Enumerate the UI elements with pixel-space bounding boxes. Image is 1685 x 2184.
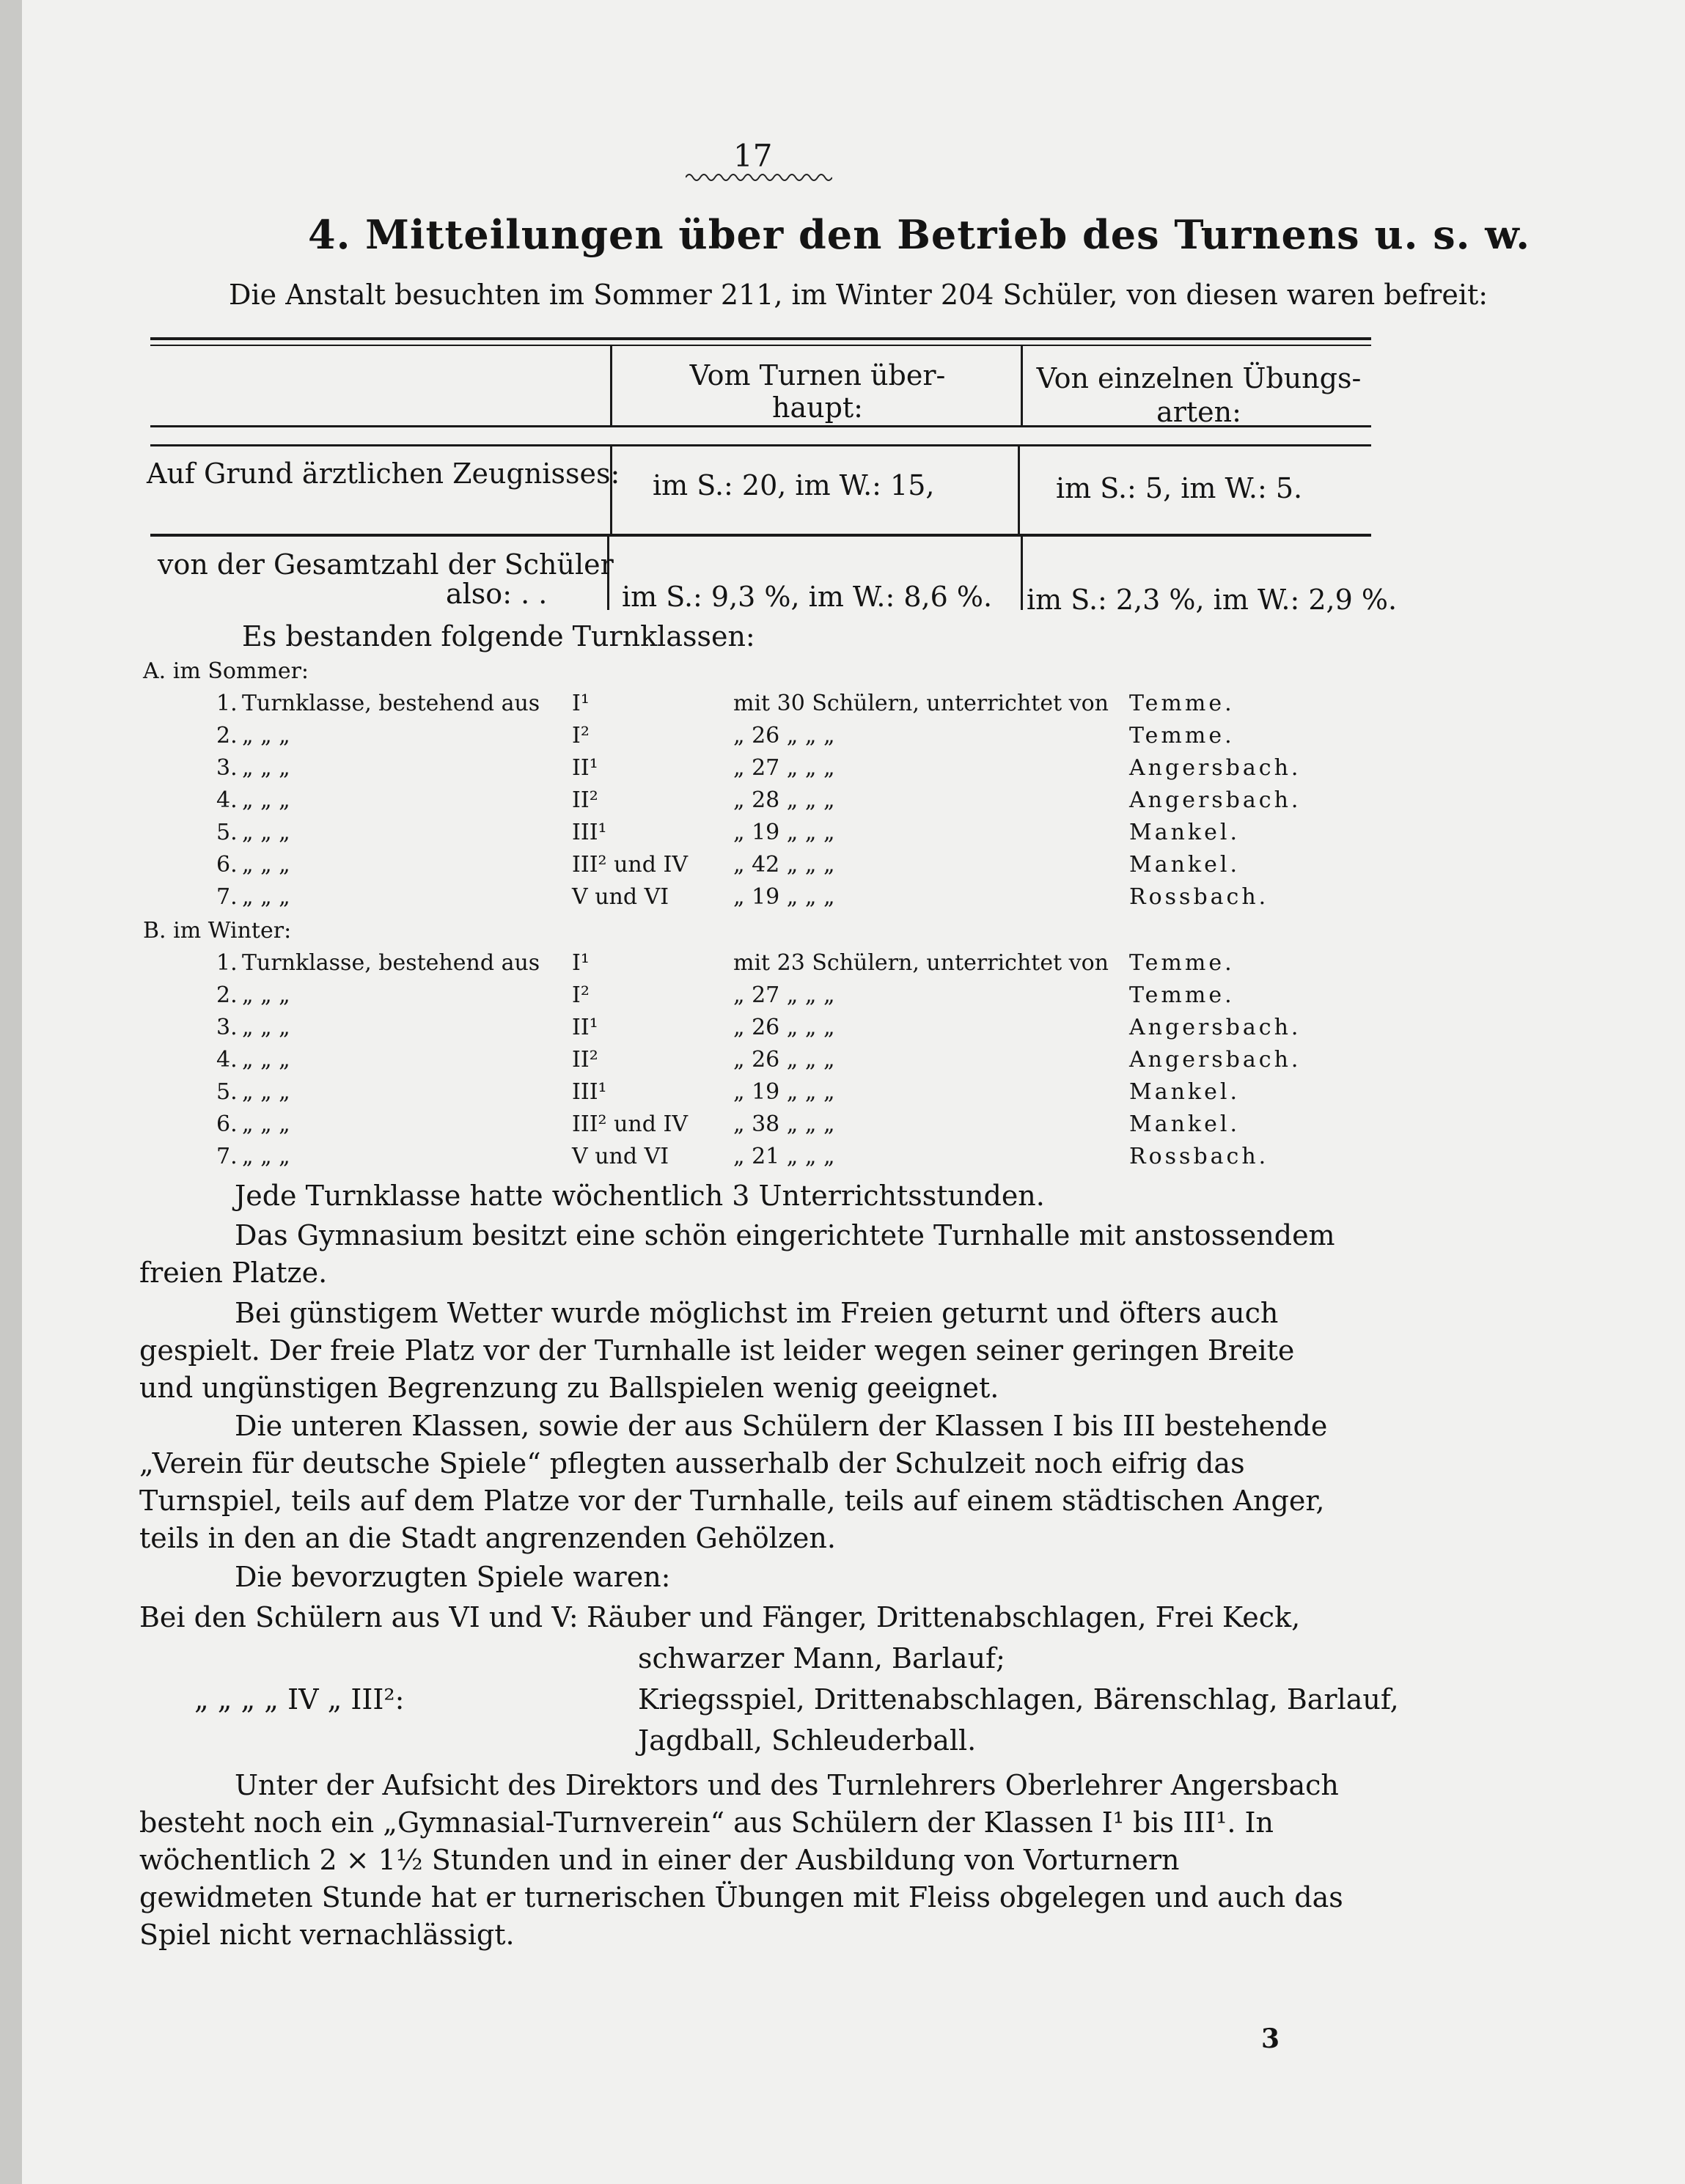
summer-class-count: „ 27 „ „ „ bbox=[733, 755, 835, 781]
summer-class-number: 4. bbox=[216, 787, 238, 813]
paragraph-1: Jede Turnklasse hatte wöchentlich 3 Unterrichtsstunden. bbox=[235, 1180, 1045, 1212]
winter-class-count: „ 26 „ „ „ bbox=[733, 1015, 835, 1040]
summer-class-members: III² und IV bbox=[572, 852, 689, 878]
winter-class-teacher: Rossbach. bbox=[1129, 1144, 1269, 1169]
summer-class-teacher: Temme. bbox=[1129, 723, 1235, 749]
winter-class-number: 7. bbox=[216, 1144, 238, 1169]
row2-col2: im S.: 2,3 %, im W.: 2,9 %. bbox=[1027, 584, 1398, 616]
winter-class-count: „ 27 „ „ „ bbox=[733, 982, 835, 1008]
table-vrule-2-row1 bbox=[1018, 444, 1020, 534]
table-row-rule bbox=[150, 534, 1371, 537]
summer-class-members: V und VI bbox=[572, 884, 669, 910]
summer-class-members: III¹ bbox=[572, 820, 607, 845]
summer-class-description: „ „ „ bbox=[242, 723, 290, 749]
winter-class-description: „ „ „ bbox=[242, 1111, 290, 1137]
summer-class-number: 1. bbox=[216, 691, 238, 716]
col2-header-line1: Von einzelnen Übungs- bbox=[1036, 362, 1362, 394]
winter-class-count: mit 23 Schülern, unterrichtet von bbox=[733, 950, 1109, 976]
paragraph-6: Unter der Aufsicht des Direktors und des Turnlehrers Oberlehrer Angersbach besteht noch ein „Gymnasial-Turnverein“ aus Schülern der Klassen I¹ bis III¹. In wöchentlich 2 × 1½ Stunden und in einer der Ausbildung von Vorturnern gewidmeten Stunde hat er turnerischen Übungen mit Fleiss obgelegen und auch das Spiel nicht vernachlässigt. bbox=[139, 1769, 1343, 1951]
winter-class-count: „ 26 „ „ „ bbox=[733, 1047, 835, 1073]
summer-class-number: 2. bbox=[216, 723, 238, 749]
games-1-line1: Räuber und Fänger, Drittenabschlagen, Frei Keck, bbox=[587, 1601, 1301, 1633]
summer-class-number: 3. bbox=[216, 755, 238, 781]
ornamental-rule bbox=[686, 170, 832, 185]
summer-class-description: „ „ „ bbox=[242, 884, 290, 910]
table-vrule-2-head bbox=[1021, 345, 1023, 427]
winter-class-description: „ „ „ bbox=[242, 1047, 290, 1073]
games-1-label: Bei den Schülern aus VI und V: bbox=[139, 1601, 579, 1633]
table-header-rule-2 bbox=[150, 444, 1371, 446]
summer-class-number: 7. bbox=[216, 884, 238, 910]
summer-class-members: I¹ bbox=[572, 691, 590, 716]
paragraph-3: Bei günstigem Wetter wurde möglichst im Freien geturnt und öfters auch gespielt. Der freie Platz vor der Turnhalle ist leider wegen seiner geringen Breite und ungünstigen Begrenzung zu Ballspielen wenig geeignet. bbox=[139, 1297, 1295, 1404]
winter-class-teacher: Angersbach. bbox=[1129, 1047, 1302, 1073]
table-top-rule-thin bbox=[150, 345, 1371, 346]
games-2-line2: Jagdball, Schleuderball. bbox=[638, 1724, 977, 1757]
page-edge-shadow bbox=[0, 0, 22, 2184]
winter-class-number: 3. bbox=[216, 1015, 238, 1040]
winter-class-count: „ 21 „ „ „ bbox=[733, 1144, 835, 1169]
winter-class-members: I² bbox=[572, 982, 590, 1008]
winter-class-number: 6. bbox=[216, 1111, 238, 1137]
intro-text: Die Anstalt besuchten im Sommer 211, im Winter 204 Schüler, von diesen waren befreit: bbox=[229, 279, 1488, 311]
row2-col1: im S.: 9,3 %, im W.: 8,6 %. bbox=[622, 581, 993, 613]
games-1-line2: schwarzer Mann, Barlauf; bbox=[638, 1642, 1005, 1674]
winter-class-teacher: Mankel. bbox=[1129, 1079, 1240, 1105]
row2-label-line1: von der Gesamtzahl der Schüler bbox=[158, 548, 614, 581]
games-2-label: „ „ „ „ IV „ III²: bbox=[194, 1683, 405, 1716]
winter-class-number: 1. bbox=[216, 950, 238, 976]
winter-class-members: I¹ bbox=[572, 950, 590, 976]
section-heading: 4. Mitteilungen über den Betrieb des Turnens u. s. w. bbox=[308, 211, 1531, 258]
winter-class-teacher: Mankel. bbox=[1129, 1111, 1240, 1137]
paragraph-5: Die bevorzugten Spiele waren: bbox=[235, 1561, 671, 1593]
summer-class-number: 5. bbox=[216, 820, 238, 845]
winter-class-description: „ „ „ bbox=[242, 1079, 290, 1105]
summer-class-number: 6. bbox=[216, 852, 238, 878]
summer-class-teacher: Temme. bbox=[1129, 691, 1235, 716]
summer-class-count: „ 19 „ „ „ bbox=[733, 820, 835, 845]
table-vrule-1-head bbox=[610, 345, 612, 427]
col1-header-line2: haupt: bbox=[771, 391, 863, 424]
summer-class-members: II¹ bbox=[572, 755, 598, 781]
summer-class-teacher: Angersbach. bbox=[1129, 755, 1302, 781]
winter-class-members: III² und IV bbox=[572, 1111, 689, 1137]
winter-class-members: II² bbox=[572, 1047, 598, 1073]
summer-class-description: „ „ „ bbox=[242, 787, 290, 813]
winter-class-members: III¹ bbox=[572, 1079, 607, 1105]
row2-label-line2: also: . . bbox=[446, 578, 548, 610]
summer-class-count: mit 30 Schülern, unterrichtet von bbox=[733, 691, 1109, 716]
summer-class-description: Turnklasse, bestehend aus bbox=[242, 691, 540, 716]
summer-class-teacher: Angersbach. bbox=[1129, 787, 1302, 813]
col2-header-line2: arten: bbox=[1156, 396, 1241, 428]
paragraph-2: Das Gymnasium besitzt eine schön eingerichtete Turnhalle mit anstossendem freien Platze. bbox=[139, 1219, 1335, 1289]
summer-class-members: I² bbox=[572, 723, 590, 749]
row1-label: Auf Grund ärztlichen Zeugnisses: bbox=[147, 457, 620, 490]
winter-class-members: II¹ bbox=[572, 1015, 598, 1040]
summer-heading: A. im Sommer: bbox=[143, 658, 309, 684]
summer-class-members: II² bbox=[572, 787, 598, 813]
winter-class-members: V und VI bbox=[572, 1144, 669, 1169]
summer-class-count: „ 28 „ „ „ bbox=[733, 787, 835, 813]
summer-class-teacher: Mankel. bbox=[1129, 820, 1240, 845]
winter-class-description: „ „ „ bbox=[242, 1144, 290, 1169]
winter-class-teacher: Temme. bbox=[1129, 950, 1235, 976]
winter-class-teacher: Angersbach. bbox=[1129, 1015, 1302, 1040]
summer-class-count: „ 19 „ „ „ bbox=[733, 884, 835, 910]
summer-class-description: „ „ „ bbox=[242, 852, 290, 878]
winter-class-teacher: Temme. bbox=[1129, 982, 1235, 1008]
winter-class-number: 5. bbox=[216, 1079, 238, 1105]
winter-class-count: „ 38 „ „ „ bbox=[733, 1111, 835, 1137]
winter-class-number: 4. bbox=[216, 1047, 238, 1073]
table-vrule-2-row2 bbox=[1021, 537, 1023, 610]
summer-class-count: „ 26 „ „ „ bbox=[733, 723, 835, 749]
page-number: 17 bbox=[733, 138, 773, 174]
winter-class-number: 2. bbox=[216, 982, 238, 1008]
paragraph-4: Die unteren Klassen, sowie der aus Schülern der Klassen I bis III bestehende „Verein für deutsche Spiele“ pflegten ausserhalb der Schulzeit noch eifrig das Turnspiel, teils auf dem Platze vor der Turnhalle, teils auf einem städtischen Anger, teils in den an die Stadt angrenzenden Gehölzen. bbox=[139, 1410, 1328, 1554]
winter-class-description: „ „ „ bbox=[242, 982, 290, 1008]
winter-heading: B. im Winter: bbox=[143, 918, 292, 944]
classes-intro: Es bestanden folgende Turnklassen: bbox=[242, 620, 755, 652]
table-top-rule bbox=[150, 337, 1371, 340]
games-2-line1: Kriegsspiel, Drittenabschlagen, Bärenschlag, Barlauf, bbox=[638, 1683, 1399, 1716]
row1-col1: im S.: 20, im W.: 15, bbox=[653, 469, 935, 501]
signature-mark: 3 bbox=[1261, 2023, 1280, 2054]
summer-class-description: „ „ „ bbox=[242, 820, 290, 845]
summer-class-teacher: Mankel. bbox=[1129, 852, 1240, 878]
winter-class-description: Turnklasse, bestehend aus bbox=[242, 950, 540, 976]
summer-class-teacher: Rossbach. bbox=[1129, 884, 1269, 910]
col1-header-line1: Vom Turnen über- bbox=[689, 359, 946, 391]
winter-class-count: „ 19 „ „ „ bbox=[733, 1079, 835, 1105]
summer-class-count: „ 42 „ „ „ bbox=[733, 852, 835, 878]
summer-class-description: „ „ „ bbox=[242, 755, 290, 781]
row1-col2: im S.: 5, im W.: 5. bbox=[1056, 472, 1303, 504]
winter-class-description: „ „ „ bbox=[242, 1015, 290, 1040]
